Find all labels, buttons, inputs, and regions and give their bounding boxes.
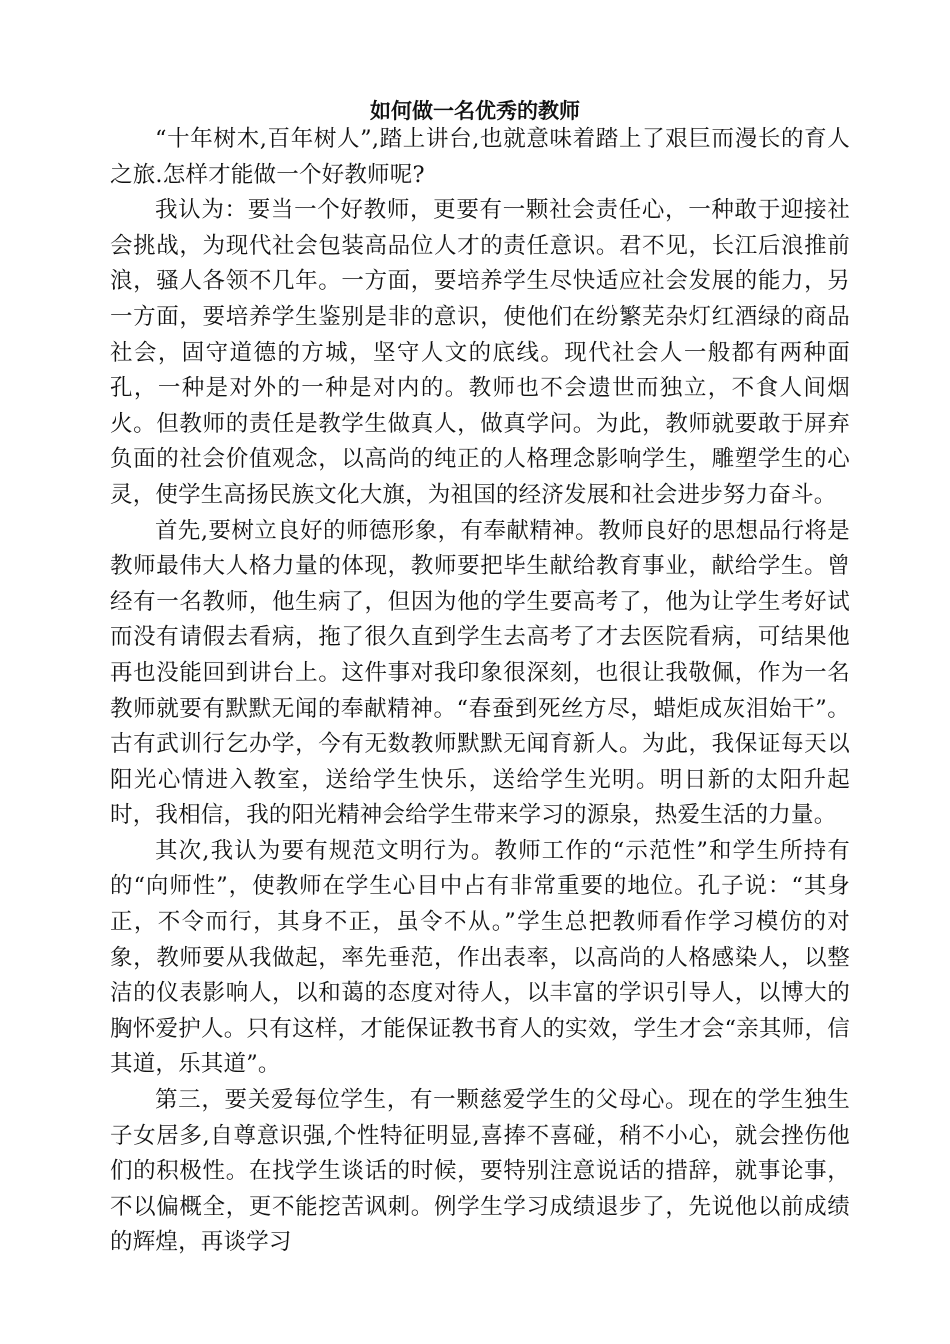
paragraph-first-point: 首先,要树立良好的师德形象，有奉献精神。教师良好的思想品行将是教师最伟大人格力量的体现，教师要把毕生献给教育事业，献给学生。曾经有一名教师，他生病了，但因为他的学生要高考了，他为让学生考好试而没有请假去看病，拖了很久直到学生去高考了才去医院看病，可结果他再也没能回到讲台上。这件事对我印象很深刻，也很让我敬佩，作为一名教师就要有默默无闻的奉献精神。“春蚕到死丝方尽，蜡炬成灰泪始干”。古有武训行乞办学，今有无数教师默默无闻育新人。为此，我保证每天以阳光心情进入教室，送给学生快乐，送给学生光明。明日新的太阳升起时，我相信，我的阳光精神会给学生带来学习的源泉，热爱生活的力量。 xyxy=(110,517,850,829)
paragraph-responsibility: 我认为：要当一个好教师，更要有一颗社会责任心，一种敢于迎接社会挑战，为现代社会包装高品位人才的责任意识。君不见，长江后浪推前浪，骚人各领不几年。一方面，要培养学生尽快适应社会发展的能力，另一方面，要培养学生鉴别是非的意识，使他们在纷繁芜杂灯红酒绿的商品社会，固守道德的方城，坚守人文的底线。现代社会人一般都有两种面孔，一种是对外的一种是对内的。教师也不会遗世而独立，不食人间烟火。但教师的责任是教学生做真人，做真学问。为此，教师就要敢于屏弃负面的社会价值观念，以高尚的纯正的人格理念影响学生，雕塑学生的心灵，使学生高扬民族文化大旗，为祖国的经济发展和社会进步努力奋斗。 xyxy=(110,197,850,508)
paragraph-third-point: 第三，要关爱每位学生，有一颗慈爱学生的父母心。现在的学生独生子女居多,自尊意识强,个性特征明显,喜捧不喜碰，稍不小心，就会挫伤他们的积极性。在找学生谈话的时候，要特别注意说话的措辞，就事论事，不以偏概全，更不能挖苦讽刺。例学生学习成绩退步了，先说他以前成绩的辉煌，再谈学习 xyxy=(110,1087,850,1256)
paragraph-intro: “十年树木,百年树人”,踏上讲台,也就意味着踏上了艰巨而漫长的育人之旅.怎样才能做一个好教师呢? xyxy=(110,126,850,188)
paragraph-second-point: 其次,我认为要有规范文明行为。教师工作的“示范性”和学生所持有的“向师性”，使教师在学生心目中占有非常重要的地位。孔子说：“其身正，不令而行，其身不正，虽令不从。”学生总把教师看作学习模仿的对象，教师要从我做起，率先垂范，作出表率，以高尚的人格感染人，以整洁的仪表影响人，以和蔼的态度对待人，以丰富的学识引导人，以博大的胸怀爱护人。只有这样，才能保证教书育人的实效，学生才会“亲其师，信其道，乐其道”。 xyxy=(110,837,850,1078)
document-body xyxy=(110,122,850,1261)
page-title: 如何做一名优秀的教师 xyxy=(370,98,580,123)
